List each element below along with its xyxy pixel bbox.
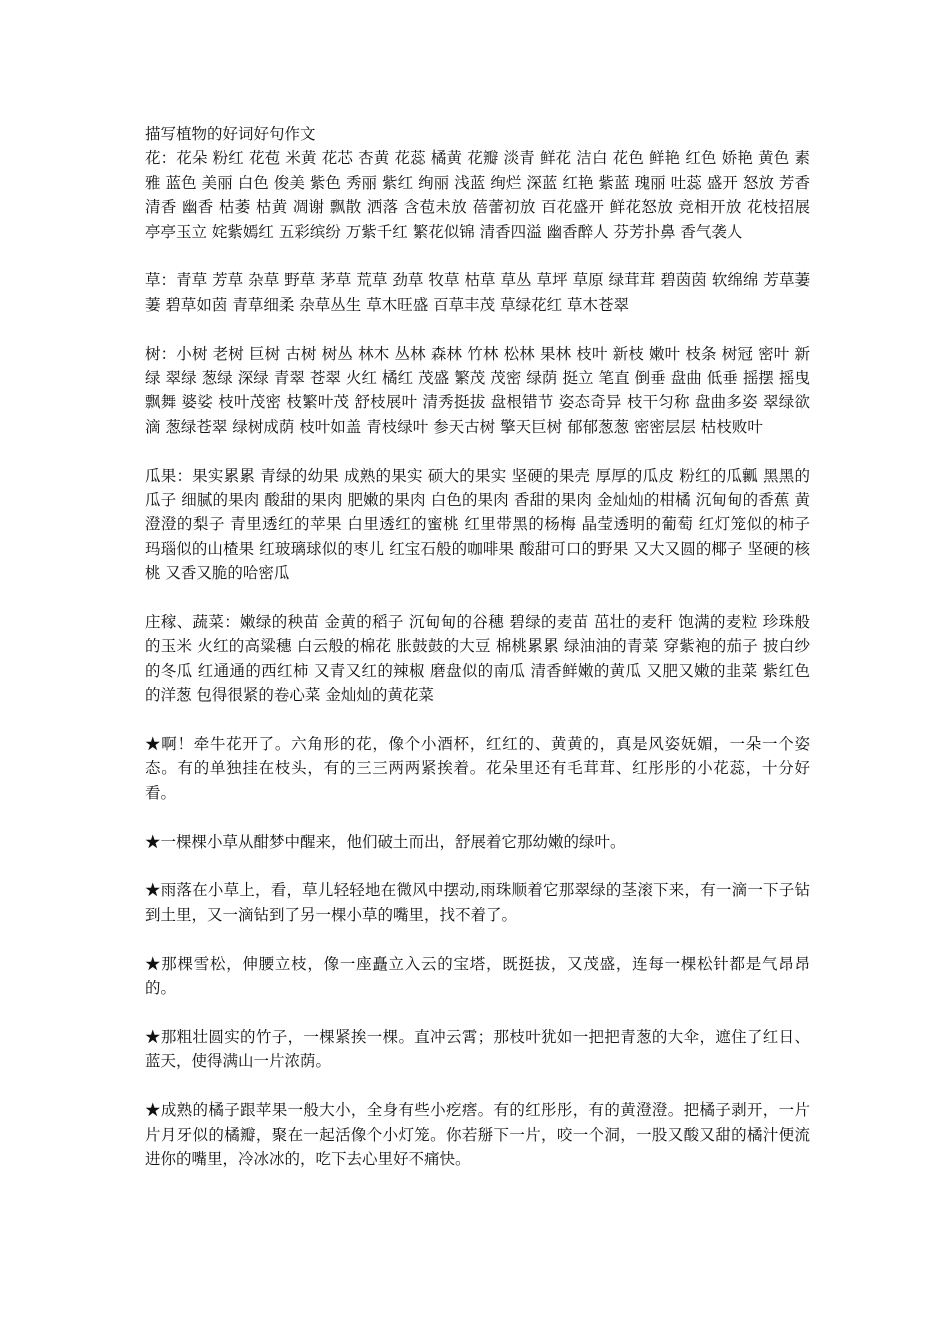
paragraph-gap [145, 244, 810, 268]
paragraph-gap [145, 317, 810, 341]
paragraph-gap [145, 1074, 810, 1098]
paragraph-gap [145, 708, 810, 732]
paragraph-flowers: 花：花朵 粉红 花苞 米黄 花芯 杏黄 花蕊 橘黄 花瓣 淡青 鲜花 洁白 花色 鲜艳 红色 娇艳 黄色 素雅 蓝色 美丽 白色 俊美 紫色 秀丽 紫红 绚丽 浅蓝 绚烂 深蓝 红艳 紫蓝 瑰丽 吐蕊 盛开 怒放 芳香 清香 幽香 枯萎 枯黄 凋谢 飘散 洒落 含苞未放 蓓蕾初放 百花盛开 鲜花怒放 竞相开放 花枝招展 亭亭玉立 姹紫嫣红 五彩缤纷 万紫千红 繁花似锦 清香四溢 幽香醉人 芬芳扑鼻 香气袭人 [145, 149, 810, 241]
paragraph-trees: 树：小树 老树 巨树 古树 树丛 林木 丛林 森林 竹林 松林 果林 枝叶 新枝 嫩叶 枝条 树冠 密叶 新绿 翠绿 葱绿 深绿 青翠 苍翠 火红 橘红 茂盛 繁茂 茂密 绿荫 挺立 笔直 倒垂 盘曲 低垂 摇摆 摇曳 飘舞 婆娑 枝叶茂密 枝繁叶茂 舒枝展叶 清秀挺拔 盘根错节 姿态奇异 枝干匀称 盘曲多姿 翠绿欲滴 葱绿苍翠 绿树成荫 枝叶如盖 青枝绿叶 参天古树 擎天巨树 郁郁葱葱 密密层层 枯枝败叶 [145, 344, 810, 436]
sentence-bamboo: ★那粗壮圆实的竹子，一棵紧挨一棵。直冲云霄；那枝叶犹如一把把青葱的大伞，遮住了红日、蓝天，使得满山一片浓荫。 [145, 1027, 810, 1071]
paragraph-gap [145, 439, 810, 463]
sentence-cedar: ★那棵雪松，伸腰立枝，像一座矗立入云的宝塔，既挺拔，又茂盛，连每一棵松针都是气昂昂的。 [145, 954, 810, 998]
sentence-rain-on-grass: ★雨落在小草上，看，草儿轻轻地在微风中摆动,雨珠顺着它那翠绿的茎滚下来，有一滴一下子钻到土里，又一滴钻到了另一棵小草的嘴里，找不着了。 [145, 881, 810, 924]
sentence-little-grass: ★一棵棵小草从酣梦中醒来，他们破土而出，舒展着它那幼嫩的绿叶。 [145, 832, 626, 851]
sentence-orange: ★成熟的橘子跟苹果一般大小，全身有些小疙瘩。有的红彤彤，有的黄澄澄。把橘子剥开，一片片月牙似的橘瓣，聚在一起活像个小灯笼。你若掰下一片，咬一个洞，一股又酸又甜的橘汁便流进你的嘴里，冷冰冰的，吃下去心里好不痛快。 [145, 1101, 810, 1168]
paragraph-fruits: 瓜果：果实累累 青绿的幼果 成熟的果实 硕大的果实 坚硬的果壳 厚厚的瓜皮 粉红的瓜瓤 黑黑的瓜子 细腻的果肉 酸甜的果肉 肥嫩的果肉 白色的果肉 香甜的果肉 金灿灿的柑橘 沉甸甸的香蕉 黄澄澄的梨子 青里透红的苹果 白里透红的蜜桃 红里带黑的杨梅 晶莹透明的葡萄 红灯笼似的柿子 玛瑙似的山楂果 红玻璃球似的枣儿 红宝石般的咖啡果 酸甜可口的野果 又大又圆的椰子 坚硬的核桃 又香又脆的哈密瓜 [145, 466, 810, 583]
paragraph-gap [145, 927, 810, 951]
paragraph-crops-vegetables: 庄稼、蔬菜：嫩绿的秧苗 金黄的稻子 沉甸甸的谷穗 碧绿的麦苗 茁壮的麦秆 饱满的麦粒 珍珠般的玉米 火红的高粱穗 白云般的棉花 胀鼓鼓的大豆 棉桃累累 绿油油的青菜 穿紫袍的茄子 披白纱的冬瓜 红通通的西红柿 又青又红的辣椒 磨盘似的南瓜 清香鲜嫩的黄瓜 又肥又嫩的韭菜 紫红色的洋葱 包得很紧的卷心菜 金灿灿的黄花菜 [145, 613, 810, 705]
paragraph-gap [145, 805, 810, 829]
paragraph-grass: 草：青草 芳草 杂草 野草 茅草 荒草 劲草 牧草 枯草 草丛 草坪 草原 绿茸茸 碧茵茵 软绵绵 芳草萋萋 碧草如茵 青草细柔 杂草丛生 草木旺盛 百草丰茂 草绿花红 草木苍翠 [145, 271, 810, 314]
paragraph-gap [145, 1001, 810, 1025]
sentence-morning-glory: ★啊！牵牛花开了。六角形的花，像个小酒杯，红红的、黄黄的，真是风姿妩媚，一朵一个姿态。有的单独挂在枝头，有的三三两两紧挨着。花朵里还有毛茸茸、红彤彤的小花蕊，十分好看。 [145, 735, 810, 802]
document-body [145, 122, 810, 1171]
paragraph-gap [145, 586, 810, 610]
paragraph-gap [145, 854, 810, 878]
document-title: 描写植物的好词好句作文 [145, 125, 316, 143]
